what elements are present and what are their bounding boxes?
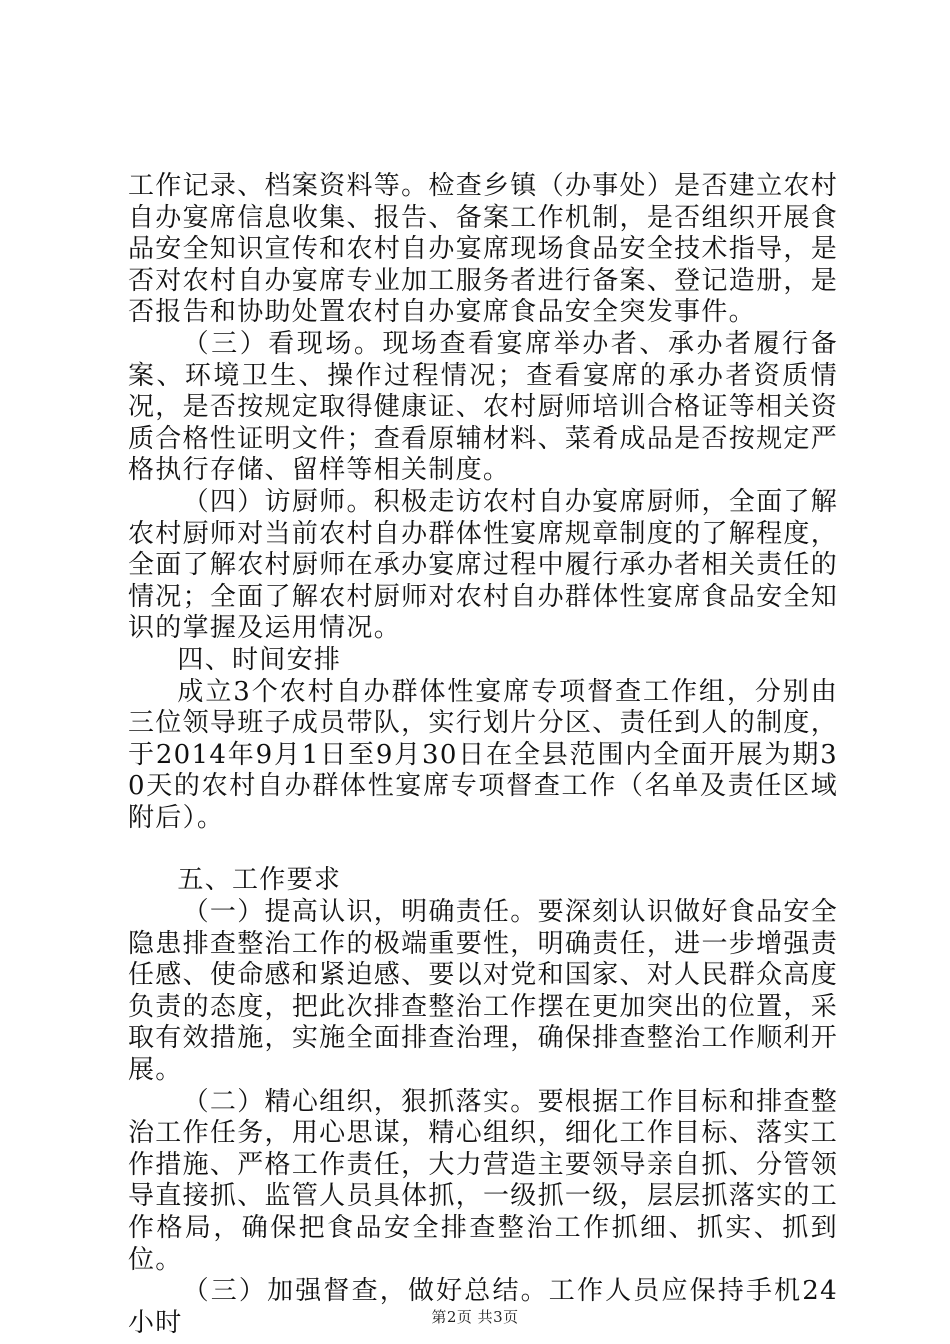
paragraph-site-inspection: （三）看现场。现场查看宴席举办者、承办者履行备案、环境卫生、操作过程情况；查看宴席的承办者资质情况，是否按规定取得健康证、农村厨师培训合格证等相关资质合格性证明文件；查看原辅材料、菜肴成品是否按规定严格执行存储、留样等相关制度。 <box>128 328 838 486</box>
paragraph-inspection-records: 工作记录、档案资料等。检查乡镇（办事处）是否建立农村自办宴席信息收集、报告、备案工作机制，是否组织开展食品安全知识宣传和农村自办宴席现场食品安全技术指导，是否对农村自办宴席专业加工服务者进行备案、登记造册，是否报告和协助处置农村自办宴席食品安全突发事件。 <box>128 171 838 328</box>
document-body <box>128 171 838 1339</box>
heading-schedule: 四、时间安排 <box>177 644 342 675</box>
page-number: 第2页 共3页 <box>431 1308 519 1326</box>
paragraph-visit-chefs: （四）访厨师。积极走访农村自办宴席厨师，全面了解农村厨师对当前农村自办群体性宴席规章制度的了解程度，全面了解农村厨师在承办宴席过程中履行承办者相关责任的情况；全面了解农村厨师对农村自办群体性宴席食品安全知识的掌握及运用情况。 <box>128 486 838 644</box>
paragraph-strengthen-supervision: （三）加强督查，做好总结。工作人员应保持手机24小时 <box>128 1276 838 1338</box>
heading-work-requirements: 五、工作要求 <box>177 865 342 896</box>
paragraph-careful-organization: （二）精心组织，狠抓落实。要根据工作目标和排查整治工作任务，用心思谋，精心组织，细化工作目标、落实工作措施、严格工作责任，大力营造主要领导亲自抓、分管领导直接抓、监管人员具体抓，一级抓一级，层层抓落实的工作格局，确保把食品安全排查整治工作抓细、抓实、抓到位。 <box>128 1086 838 1275</box>
paragraph-schedule: 成立3个农村自办群体性宴席专项督查工作组，分别由三位领导班子成员带队，实行划片分区、责任到人的制度，于2014年9月1日至9月30日在全县范围内全面开展为期30天的农村自办群体性宴席专项督查工作（名单及责任区域附后）。 <box>128 676 838 833</box>
paragraph-raise-awareness: （一）提高认识，明确责任。要深刻认识做好食品安全隐患排查整治工作的极端重要性，明确责任，进一步增强责任感、使命感和紧迫感、要以对党和国家、对人民群众高度负责的态度，把此次排查整治工作摆在更加突出的位置，采取有效措施，实施全面排查治理，确保排查整治工作顺利开展。 <box>128 897 838 1086</box>
